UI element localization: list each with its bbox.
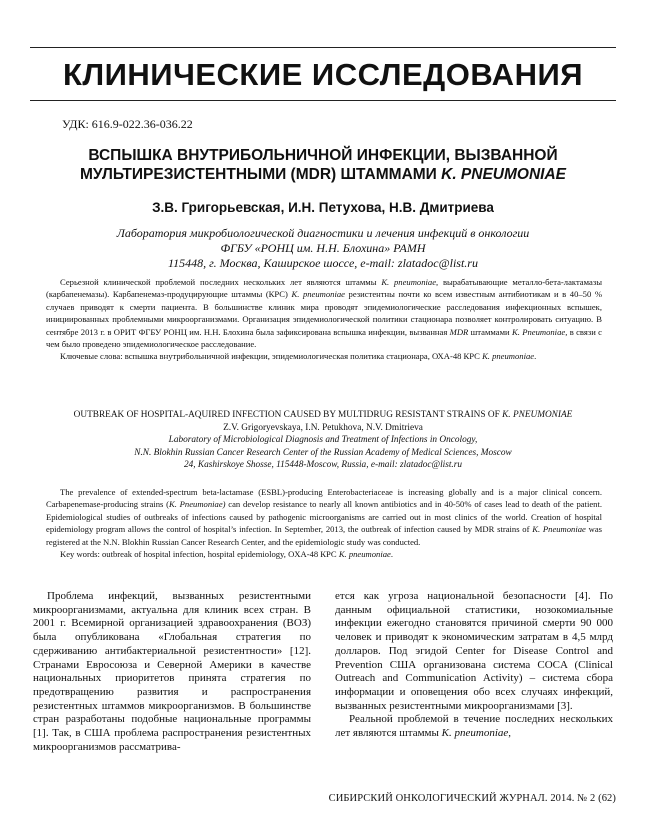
keywords-en: Key words: outbreak of hospital infection, hospital epidemiology, OXA-48 КРС K. pneumoniae. <box>60 549 394 560</box>
body-left-paragraph: Проблема инфекций, вызванных резистентными микроорганизмами, актуальна для клиник всех стран. В 2001 г. Всемирной организацией здравоохранения (ВОЗ) была опубликована «Глобальная стратегия по сдерживанию антибактериальной резистентности» [12]. Странами Евросоюза и Северной Америки в качестве национальных приоритетов принята стратегия по предотвращению развития и распространения резистентных штаммов микроорганизмов. В большинстве стран разработаны подобные национальные программы [1]. Так, в США проблема распространения резистентных микроорганизмов рассматрива- <box>33 590 311 753</box>
body-right-paragraph-1: ется как угроза национальной безопасности [4]. По данным официальной статистики, нозокомиальные инфекции ежегодно становятся причиной смерти 90 000 человек и приводят к экономическим затратам в 4,5 млрд долларов. Под эгидой Center for Disease Control and Prevention США организована система COCA (Clinical Outreach and Communication Activity) – система сбора информации и оповещения обо всех случаях инфекций, вызванных резистентными микроорганизмами [3]. <box>335 590 613 712</box>
header-rule <box>30 100 616 101</box>
body-right-paragraph-2: Реальной проблемой в течение последних нескольких лет являются штаммы K. pneumoniae, <box>335 713 613 740</box>
title-line-2-text: МУЛЬТИРЕЗИСТЕНТНЫМИ (MDR) ШТАММАМИ <box>80 166 442 183</box>
body-column-left <box>33 590 311 754</box>
abstract-en-text: The prevalence of extended-spectrum beta-lactamase (ESBL)-producing Enterobacteriaceae is increasing globally and is a major clinical concern. Carbapenemase-producing strains (K. Pneumoniae) can develop resistance to nearly all known antibiotics and in 40-50% of cases lead to death of the patient. Epidemiological studies of outbreaks of infections caused by pathogenic microorganisms are carried out in most clinics of the world. Creation of hospital epidemiology program allows the control of hospital’s infection. In September, 2013, the outbreak of infection caused by MDR strains of K. Pneumoniae was registered at the N.N. Blokhin Russian Cancer Research Center, and the epidemiologic study was conducted. <box>46 487 602 547</box>
article-title <box>40 146 606 184</box>
title-species: K. PNEUMONIAE <box>441 166 566 183</box>
section-title: КЛИНИЧЕСКИЕ ИССЛЕДОВАНИЯ <box>62 57 584 92</box>
affiliation <box>0 226 646 271</box>
title-line-1: ВСПЫШКА ВНУТРИБОЛЬНИЧНОЙ ИНФЕКЦИИ, ВЫЗВАННОЙ <box>88 147 558 164</box>
abstract-ru-text: Серьезной клинической проблемой последних нескольких лет являются штаммы K. pneumoniae, вырабатывающие металло-бета-лактамазы (карбапенемазы). Карбапенемаз-продуцирующие штаммы (КРС) K. pneumoniae резистентны почти ко всем известным антибиотикам и в 40–50 % случаев приводят к смерти пациента. В большинстве клиник мира проводят эпидемиологические расследования инфекционных вспышек, инициированных проблемными микроорганизмами. Организация эпидемиологической политики стационара позволяет контролировать ситуацию. В сентябре 2013 г. в ОРИТ ФГБУ РОНЦ им. Н.Н. Блохина была зафиксирована вспышка инфекции, вызванная MDR штаммами K. Pneumoniae, в связи с чем было проведено эпидемиологическое расследование. <box>46 277 602 350</box>
top-rule <box>30 47 616 48</box>
english-header <box>0 409 646 472</box>
english-authors: Z.V. Grigoryevskaya, I.N. Petukhova, N.V. Dmitrieva <box>223 422 423 433</box>
abstract-en <box>46 486 602 560</box>
article-authors: З.В. Григорьевская, И.Н. Петухова, Н.В. Дмитриева <box>152 200 494 215</box>
affiliation-line-2: ФГБУ «РОНЦ им. Н.Н. Блохина» РАМН <box>220 241 426 255</box>
abstract-ru <box>46 276 602 363</box>
udk-code: УДК: 616.9-022.36-036.22 <box>62 117 193 131</box>
affiliation-line-1: Лаборатория микробиологической диагностики и лечения инфекций в онкологии <box>116 226 530 240</box>
keywords-ru: Ключевые слова: вспышка внутрибольничной инфекции, эпидемиологическая политика стационара, ОХА-48 КРС K. pneumoniae. <box>60 351 537 362</box>
title-line-2 <box>40 165 606 184</box>
affiliation-line-3: 115448, г. Москва, Каширское шоссе, e-mail: zlatadoc@list.ru <box>168 256 478 270</box>
journal-footer: СИБИРСКИЙ ОНКОЛОГИЧЕСКИЙ ЖУРНАЛ. 2014. № 2 (62) <box>328 793 616 804</box>
english-title: OUTBREAK OF HOSPITAL-AQUIRED INFECTION CAUSED BY MULTIDRUG RESISTANT STRAINS OF K. PNEUMONIAE <box>73 410 573 420</box>
body-column-right <box>335 590 613 741</box>
english-affiliation-3: 24, Kashirskoye Shosse, 115448-Moscow, Russia, e-mail: zlatadoc@list.ru <box>183 460 463 470</box>
english-affiliation-2: N.N. Blokhin Russian Cancer Research Center of the Russian Academy of Medical Sciences, Moscow <box>134 447 512 458</box>
english-affiliation-1: Laboratory of Microbiological Diagnosis and Treatment of Infections in Oncology, <box>168 435 478 445</box>
